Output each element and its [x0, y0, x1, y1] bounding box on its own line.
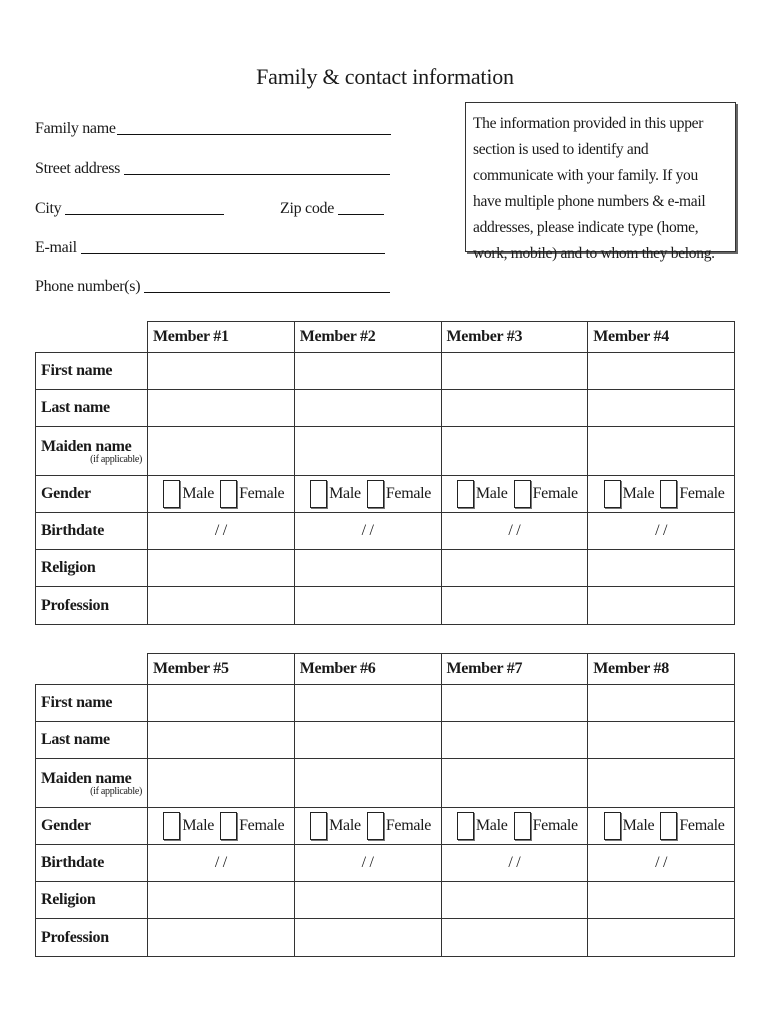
gender-options [148, 812, 294, 840]
city-field [35, 198, 224, 218]
gender-options [148, 480, 294, 508]
row-label-birthdate: Birthdate [36, 845, 148, 882]
female-label: Female [239, 817, 285, 834]
maiden-name-label: Maiden name [41, 769, 132, 787]
first-name-cell[interactable] [148, 353, 295, 390]
male-checkbox[interactable] [163, 480, 180, 508]
family-name-input[interactable] [117, 134, 391, 135]
phone-field [35, 276, 390, 296]
member-header: Member #5 [148, 654, 295, 685]
male-label: Male [475, 817, 508, 834]
profession-cell[interactable] [441, 919, 588, 957]
male-label: Male [475, 485, 508, 502]
female-checkbox[interactable] [514, 812, 531, 840]
profession-cell[interactable] [294, 587, 441, 625]
row-label-religion: Religion [36, 882, 148, 919]
religion-cell[interactable] [441, 550, 588, 587]
phone-input[interactable] [144, 292, 390, 293]
religion-cell[interactable] [588, 882, 735, 919]
birthdate-cell[interactable]: / / [148, 513, 295, 550]
zip-code-label: Zip code [280, 200, 335, 217]
city-label: City [35, 200, 62, 217]
first-name-cell[interactable] [148, 685, 295, 722]
male-label: Male [622, 817, 655, 834]
email-field [35, 237, 385, 257]
street-address-label: Street address [35, 160, 121, 177]
female-label: Female [239, 485, 285, 502]
profession-cell[interactable] [148, 587, 295, 625]
male-label: Male [329, 485, 361, 502]
female-checkbox[interactable] [220, 480, 237, 508]
birthdate-cell[interactable]: / / [441, 845, 588, 882]
male-checkbox[interactable] [310, 480, 327, 508]
last-name-cell[interactable] [294, 722, 441, 759]
row-label-profession: Profession [36, 919, 148, 957]
phone-label: Phone number(s) [35, 278, 141, 295]
female-checkbox[interactable] [220, 812, 237, 840]
birthdate-cell[interactable]: / / [588, 513, 735, 550]
maiden-name-cell[interactable] [441, 427, 588, 476]
first-name-cell[interactable] [588, 353, 735, 390]
row-label-first-name: First name [36, 353, 148, 390]
birthdate-cell[interactable]: / / [294, 845, 441, 882]
male-checkbox[interactable] [163, 812, 180, 840]
religion-cell[interactable] [588, 550, 735, 587]
male-label: Male [329, 817, 361, 834]
member-header: Member #8 [588, 654, 735, 685]
street-address-field [35, 158, 390, 178]
member-header: Member #1 [148, 322, 295, 353]
member-header: Member #7 [441, 654, 588, 685]
maiden-name-note: (if applicable) [90, 453, 142, 465]
family-name-label: Family name [35, 120, 116, 137]
maiden-name-cell[interactable] [294, 427, 441, 476]
members-table-2 [35, 653, 735, 957]
city-input[interactable] [65, 214, 224, 215]
gender-options [588, 480, 734, 508]
religion-cell[interactable] [294, 550, 441, 587]
first-name-cell[interactable] [588, 685, 735, 722]
birthdate-cell[interactable]: / / [441, 513, 588, 550]
female-checkbox[interactable] [367, 480, 384, 508]
religion-cell[interactable] [441, 882, 588, 919]
male-checkbox[interactable] [457, 812, 474, 840]
first-name-cell[interactable] [441, 685, 588, 722]
male-checkbox[interactable] [310, 812, 327, 840]
member-header: Member #2 [294, 322, 441, 353]
female-label: Female [385, 485, 432, 502]
birthdate-cell[interactable]: / / [294, 513, 441, 550]
last-name-cell[interactable] [148, 722, 295, 759]
row-label-last-name: Last name [36, 390, 148, 427]
maiden-name-cell[interactable] [441, 759, 588, 808]
row-label-gender: Gender [36, 476, 148, 513]
religion-cell[interactable] [148, 550, 295, 587]
row-label-gender: Gender [36, 808, 148, 845]
female-checkbox[interactable] [660, 812, 677, 840]
female-label: Female [532, 485, 578, 502]
female-label: Female [532, 817, 578, 834]
female-label: Female [679, 485, 725, 502]
last-name-cell[interactable] [441, 722, 588, 759]
religion-cell[interactable] [294, 882, 441, 919]
zip-code-input[interactable] [338, 214, 384, 215]
row-label-maiden-name [36, 427, 148, 476]
male-label: Male [182, 485, 215, 502]
female-label: Female [385, 817, 432, 834]
male-checkbox[interactable] [604, 480, 621, 508]
maiden-name-cell[interactable] [294, 759, 441, 808]
last-name-cell[interactable] [441, 390, 588, 427]
page-title: Family & contact information [256, 64, 514, 89]
table-corner [36, 654, 148, 685]
maiden-name-cell[interactable] [148, 759, 295, 808]
gender-options [442, 812, 588, 840]
table-corner [36, 322, 148, 353]
gender-options [295, 480, 441, 508]
last-name-cell[interactable] [588, 722, 735, 759]
female-checkbox[interactable] [367, 812, 384, 840]
male-checkbox[interactable] [604, 812, 621, 840]
row-label-profession: Profession [36, 587, 148, 625]
religion-cell[interactable] [148, 882, 295, 919]
member-header: Member #4 [588, 322, 735, 353]
maiden-name-label: Maiden name [41, 437, 132, 455]
info-box: The information provided in this upper section is used to identify and communicate with your family. If you have multiple phone numbers & e-mail addresses, please indicate type (home, work, mobile) and to whom they belong. [465, 102, 736, 252]
row-label-first-name: First name [36, 685, 148, 722]
profession-cell[interactable] [441, 587, 588, 625]
first-name-cell[interactable] [294, 353, 441, 390]
last-name-cell[interactable] [588, 390, 735, 427]
profession-cell[interactable] [294, 919, 441, 957]
members-table-1 [35, 321, 735, 625]
first-name-cell[interactable] [441, 353, 588, 390]
maiden-name-cell[interactable] [148, 427, 295, 476]
gender-options [442, 480, 588, 508]
last-name-cell[interactable] [294, 390, 441, 427]
profession-cell[interactable] [148, 919, 295, 957]
row-label-birthdate: Birthdate [36, 513, 148, 550]
male-label: Male [182, 817, 215, 834]
female-label: Female [679, 817, 725, 834]
maiden-name-note: (if applicable) [90, 785, 142, 797]
gender-options [295, 812, 441, 840]
maiden-name-cell[interactable] [588, 759, 735, 808]
female-checkbox[interactable] [660, 480, 677, 508]
male-label: Male [622, 485, 655, 502]
row-label-maiden-name [36, 759, 148, 808]
birthdate-cell[interactable]: / / [588, 845, 735, 882]
female-checkbox[interactable] [514, 480, 531, 508]
row-label-last-name: Last name [36, 722, 148, 759]
member-header: Member #3 [441, 322, 588, 353]
zip-code-field [280, 198, 384, 218]
male-checkbox[interactable] [457, 480, 474, 508]
email-label: E-mail [35, 239, 77, 256]
last-name-cell[interactable] [148, 390, 295, 427]
member-header: Member #6 [294, 654, 441, 685]
maiden-name-cell[interactable] [588, 427, 735, 476]
street-address-input[interactable] [124, 174, 390, 175]
family-name-field [35, 118, 391, 138]
profession-cell[interactable] [588, 919, 735, 957]
first-name-cell[interactable] [294, 685, 441, 722]
profession-cell[interactable] [588, 587, 735, 625]
birthdate-cell[interactable]: / / [148, 845, 295, 882]
gender-options [588, 812, 734, 840]
email-input[interactable] [81, 253, 385, 254]
row-label-religion: Religion [36, 550, 148, 587]
